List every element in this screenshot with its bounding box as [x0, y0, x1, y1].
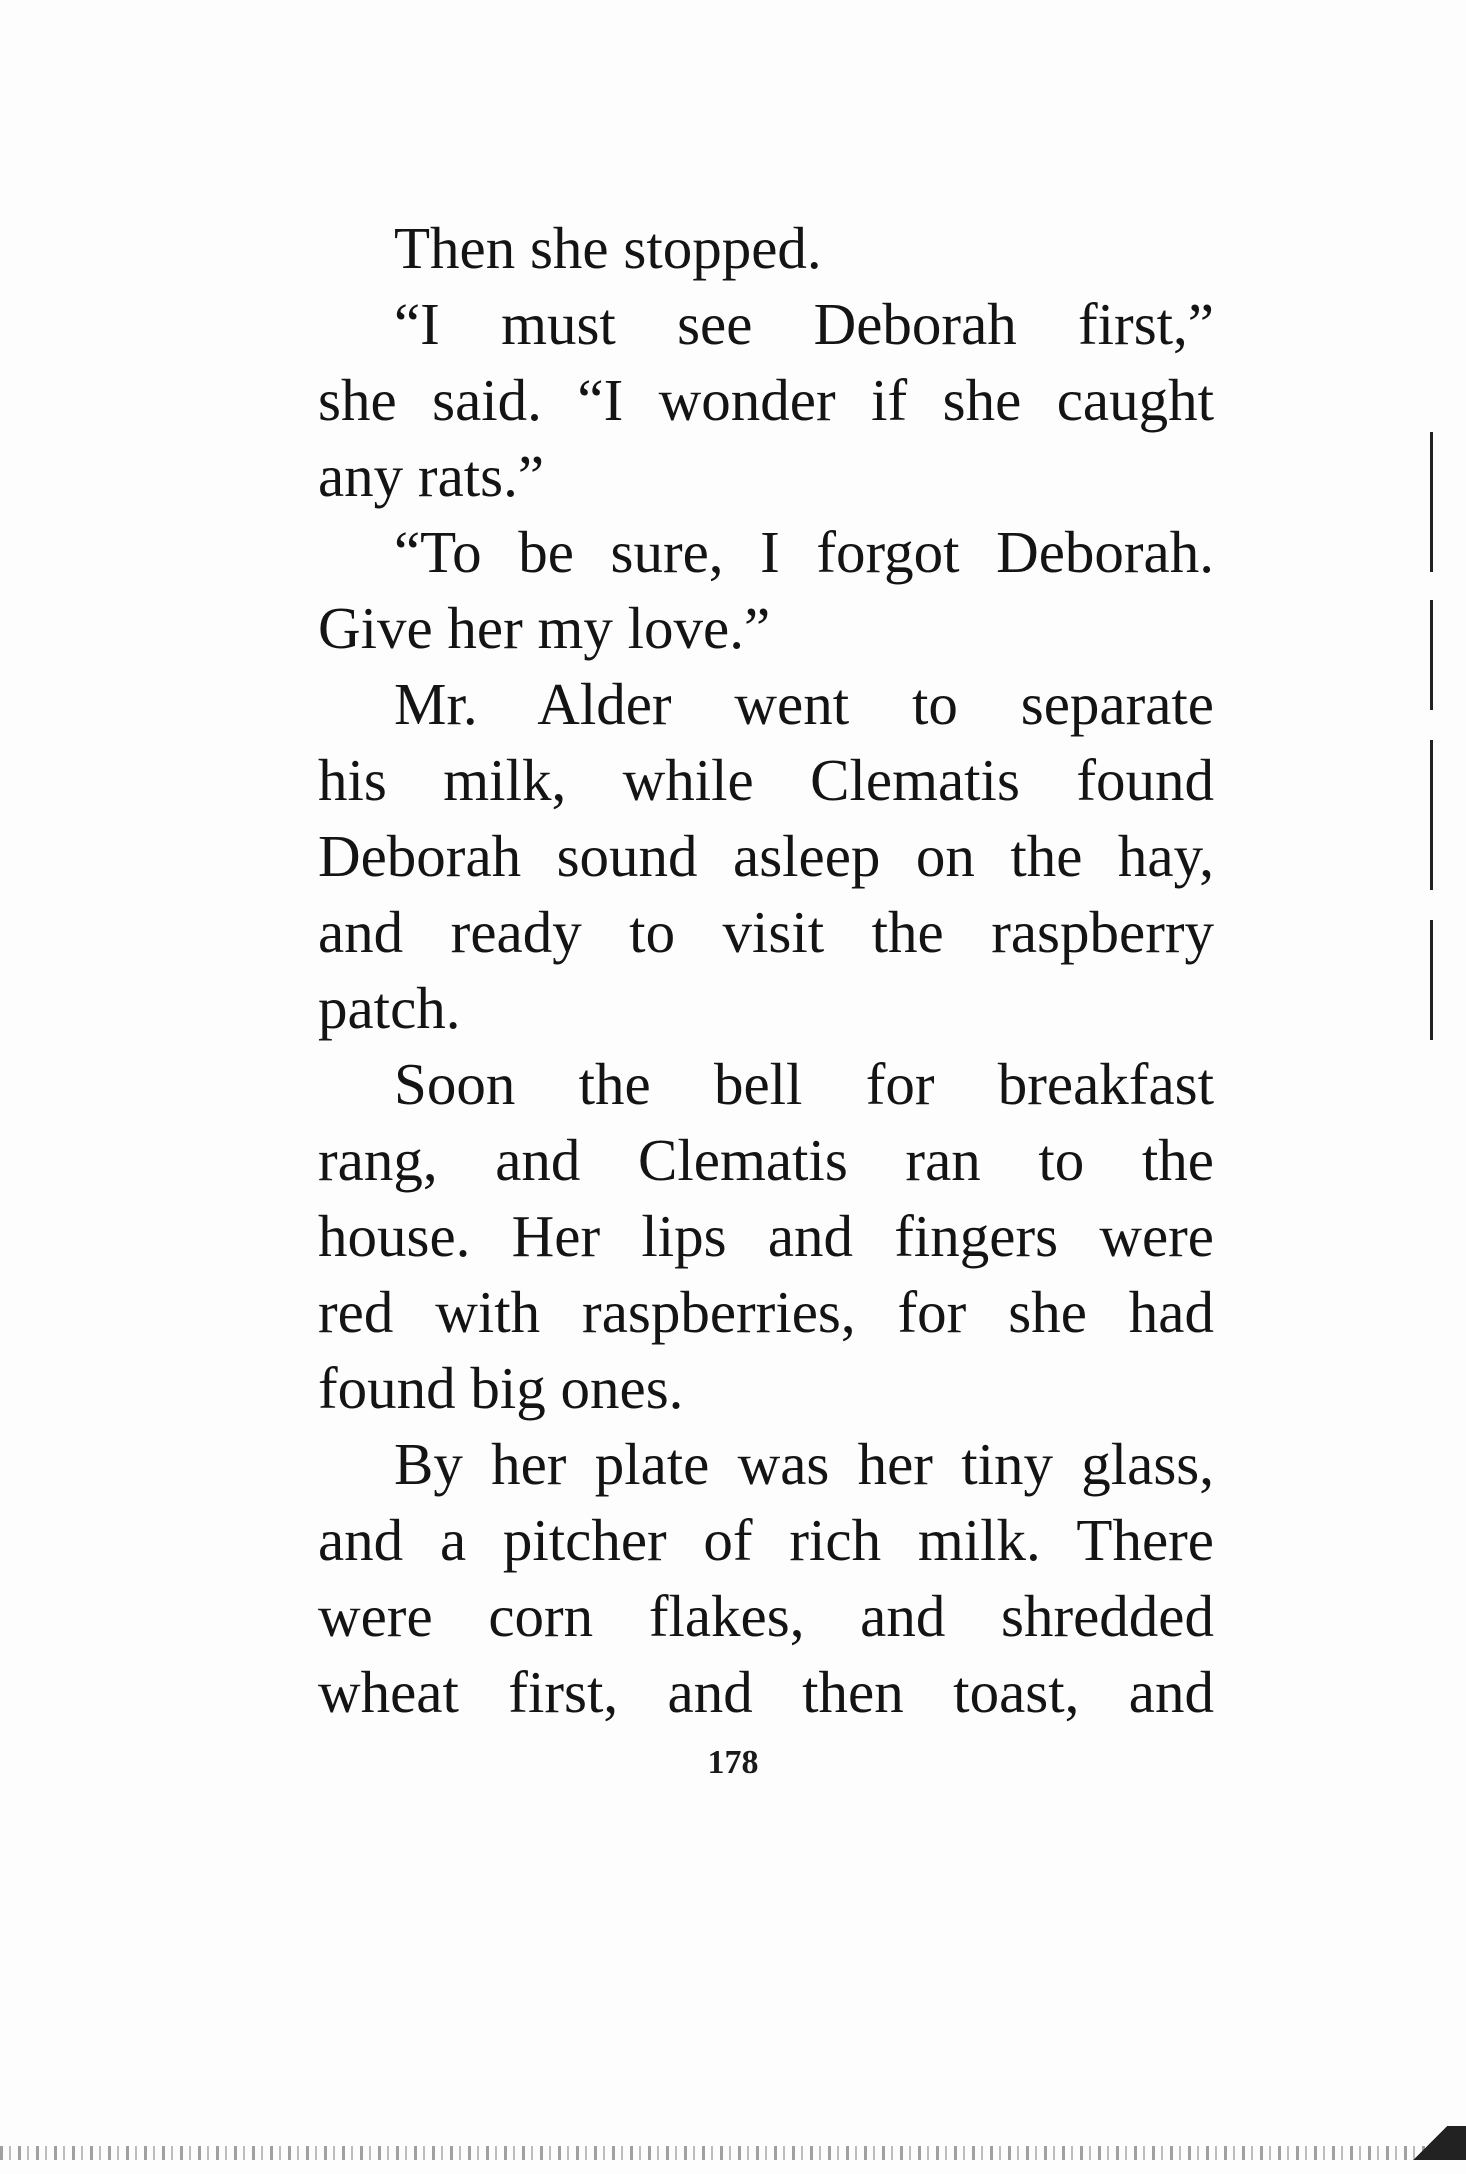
- text-line: By her plate was her tiny glass,: [394, 1431, 1214, 1497]
- scan-corner-mark: [1412, 2126, 1466, 2160]
- scan-margin-line: [1430, 600, 1433, 710]
- text-line: and a pitcher of rich milk. There: [318, 1507, 1214, 1573]
- text-line: Mr. Alder went to separate: [394, 671, 1214, 737]
- text-line: were corn flakes, and shredded: [318, 1583, 1214, 1649]
- text-line: wheat first, and then toast, and: [318, 1659, 1214, 1725]
- text-line: his milk, while Clematis found: [318, 747, 1214, 813]
- text-line: she said. “I wonder if she caught: [318, 367, 1214, 433]
- text-line: “I must see Deborah first,”: [394, 291, 1214, 357]
- text-line: and ready to visit the raspberry: [318, 899, 1214, 965]
- scan-edge-noise: [0, 2146, 1466, 2160]
- scan-margin-line: [1430, 432, 1433, 572]
- text-line: Deborah sound asleep on the hay,: [318, 823, 1214, 889]
- text-line: house. Her lips and fingers were: [318, 1203, 1214, 1269]
- text-line: rang, and Clematis ran to the: [318, 1127, 1214, 1193]
- scan-margin-line: [1430, 920, 1433, 1040]
- text-line: Give her my love.”: [318, 595, 771, 661]
- page-body-text: [318, 210, 1214, 1730]
- text-line: Then she stopped.: [394, 215, 822, 281]
- text-line: found big ones.: [318, 1355, 684, 1421]
- text-line: red with raspberries, for she had: [318, 1279, 1214, 1345]
- text-line: Soon the bell for breakfast: [394, 1051, 1214, 1117]
- text-line: patch.: [318, 975, 461, 1041]
- text-line: “To be sure, I forgot Deborah.: [394, 519, 1214, 585]
- text-line: any rats.”: [318, 443, 545, 509]
- scan-margin-line: [1430, 740, 1433, 890]
- page-number: 178: [707, 1744, 759, 1781]
